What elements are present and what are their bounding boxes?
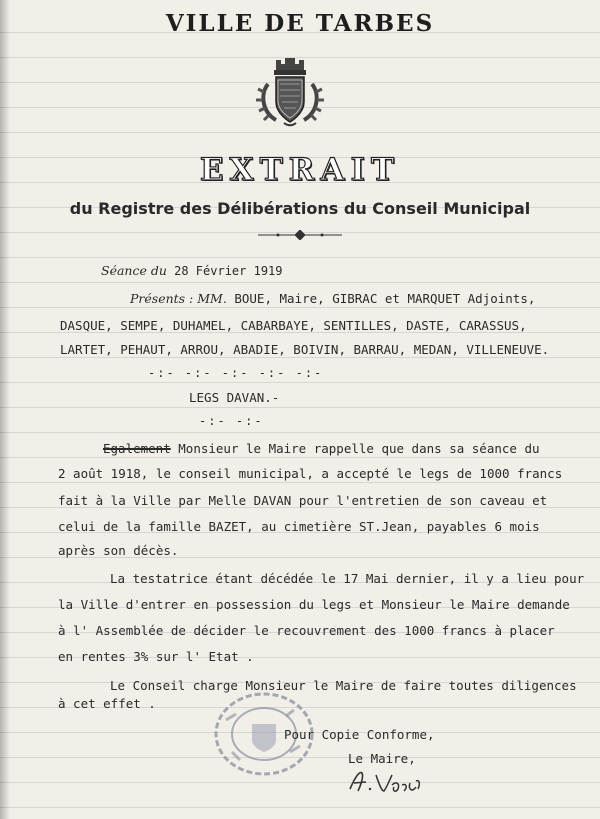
- attendees-line-2: DASQUE, SEMPE, DUHAMEL, CABARBAYE, SENTILLES, DASTE, CARASSUS,: [60, 318, 527, 333]
- page-edge-shadow: [0, 0, 10, 819]
- document-title: EXTRAIT: [199, 152, 401, 188]
- paragraph-1-line-1: [103, 441, 540, 456]
- paragraph-3-line-2: à cet effet .: [58, 696, 156, 711]
- meeting-date-line: [101, 263, 283, 278]
- mayor-title: Le Maire,: [348, 751, 416, 766]
- paragraph-1-line-2: 2 août 1918, le conseil municipal, a accepté le legs de 1000 francs: [58, 466, 563, 481]
- paragraph-3-line-1: Le Conseil charge Monsieur le Maire de faire toutes diligences: [110, 678, 577, 693]
- paragraph-1-text-1: Monsieur le Maire rappelle que dans sa séance du: [178, 441, 540, 456]
- seance-label: Séance du: [101, 263, 167, 278]
- presents-label: Présents : MM.: [130, 291, 227, 306]
- coat-of-arms-icon: [254, 54, 326, 128]
- meeting-date: 28 Février 1919: [174, 264, 283, 278]
- separator-2: -:- -:-: [199, 414, 264, 428]
- paragraph-2-line-3: à l' Assemblée de décider le recouvrement des 1000 francs à placer: [58, 623, 555, 638]
- city-header: VILLE DE TARBES: [165, 10, 435, 37]
- decorative-rule-icon: [258, 230, 342, 240]
- paragraph-1-line-3: fait à la Ville par Melle DAVAN pour l'entretien de son caveau et: [58, 493, 548, 508]
- attendees-line-3: LARTET, PEHAUT, ARROU, ABADIE, BOIVIN, BARRAU, MEDAN, VILLENEUVE.: [60, 342, 550, 357]
- paragraph-2-line-4: en rentes 3% sur l' Etat .: [58, 649, 254, 664]
- handwritten-signature-icon: [344, 765, 424, 797]
- separator-1: -:- -:- -:- -:- -:-: [148, 366, 324, 380]
- document-subtitle: du Registre des Délibérations du Conseil Municipal: [69, 199, 531, 218]
- attendees-line-1: [130, 291, 535, 306]
- subject-heading: LEGS DAVAN.-: [189, 390, 280, 405]
- struck-word: Egalement: [103, 441, 171, 456]
- paragraph-2-line-1: La testatrice étant décédée le 17 Mai dernier, il y a lieu pour: [110, 571, 585, 586]
- paragraph-1-line-4: celui de la famille BAZET, au cimetière ST.Jean, payables 6 mois: [58, 519, 540, 534]
- paragraph-2-line-2: la Ville d'entrer en possession du legs et Monsieur le Maire demande: [58, 597, 570, 612]
- certification-line: Pour Copie Conforme,: [284, 727, 435, 742]
- attendees-text-1: BOUE, Maire, GIBRAC et MARQUET Adjoints,: [234, 291, 536, 306]
- paragraph-1-line-5: après son décès.: [58, 543, 179, 558]
